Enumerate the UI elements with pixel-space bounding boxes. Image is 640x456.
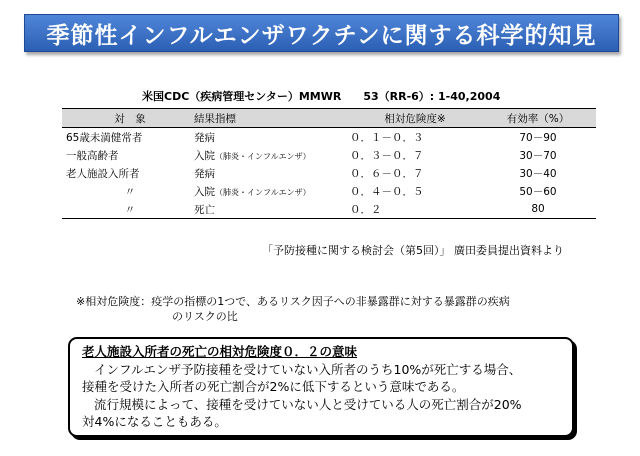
cell-relative-risk: ０．３－０．７: [350, 149, 424, 162]
header-relative-risk: 相対危険度※: [344, 109, 480, 128]
relative-risk-note: ※相対危険度：疫学の指標の1つで、あるリスク因子への非暴露群に対する暴露群の疾病: [76, 295, 510, 308]
table-row: [62, 128, 596, 147]
header-subject: 対 象: [62, 109, 194, 128]
cell-subject: 65歳未満健常者: [66, 131, 143, 144]
table-row: [62, 182, 596, 200]
citation: 「予防接種に関する検討会（第5回）」 廣田委員提出資料より: [262, 244, 564, 257]
cell-outcome: 入院（肺炎・インフルエンザ）: [194, 149, 311, 162]
table-row: [62, 164, 596, 182]
cell-subject: 老人施設入所者: [66, 167, 140, 180]
cell-outcome: 入院（肺炎・インフルエンザ）: [194, 185, 311, 198]
cell-relative-risk: ０．６－０．７: [350, 167, 424, 180]
cell-subject: 〃: [62, 200, 194, 219]
cell-relative-risk: ０．２: [344, 200, 480, 219]
cell-outcome: 発病: [194, 131, 215, 144]
title-banner: [24, 14, 619, 52]
page-title: 季節性インフルエンザワクチンに関する科学的知見: [46, 22, 597, 49]
header-outcome: 結果指標: [194, 109, 344, 128]
explanation-box: [68, 337, 574, 437]
relative-risk-note-continued: のリスクの比: [172, 310, 238, 323]
cell-efficacy: 80: [480, 200, 596, 219]
table-header-row: [62, 109, 596, 128]
cell-relative-risk: ０．４－０．５: [350, 185, 424, 198]
cell-subject: 〃: [124, 185, 136, 198]
explanation-text: 対4%になることもある。: [82, 414, 227, 429]
table-row: [62, 200, 596, 219]
source-reference: 米国CDC（疾病管理センター）MMWR 53（RR-6）: 1-40,2004: [142, 90, 501, 103]
header-efficacy: 有効率（%）: [480, 109, 596, 128]
efficacy-table: [62, 108, 596, 219]
table-row: [62, 146, 596, 164]
cell-outcome: 死亡: [194, 200, 344, 219]
cell-efficacy: 30－40: [519, 167, 557, 180]
cell-efficacy: 30－70: [519, 149, 557, 162]
cell-efficacy: 70－90: [519, 131, 557, 144]
explanation-title: 老人施設入所者の死亡の相対危険度０．２の意味: [82, 344, 358, 359]
explanation-text: 流行規模によって、接種を受けていない人と受けている人の死亡割合が20%: [94, 396, 522, 412]
cell-relative-risk: ０．１－０．３: [350, 131, 424, 144]
cell-efficacy: 50－60: [519, 185, 557, 198]
explanation-text: 接種を受けた入所者の死亡割合が2%に低下するという意味である。: [82, 379, 465, 394]
cell-outcome: 発病: [194, 167, 215, 180]
cell-subject: 一般高齢者: [66, 149, 119, 162]
explanation-text: インフルエンザ予防接種を受けていない入所者のうち10%が死亡する場合、: [94, 361, 522, 377]
